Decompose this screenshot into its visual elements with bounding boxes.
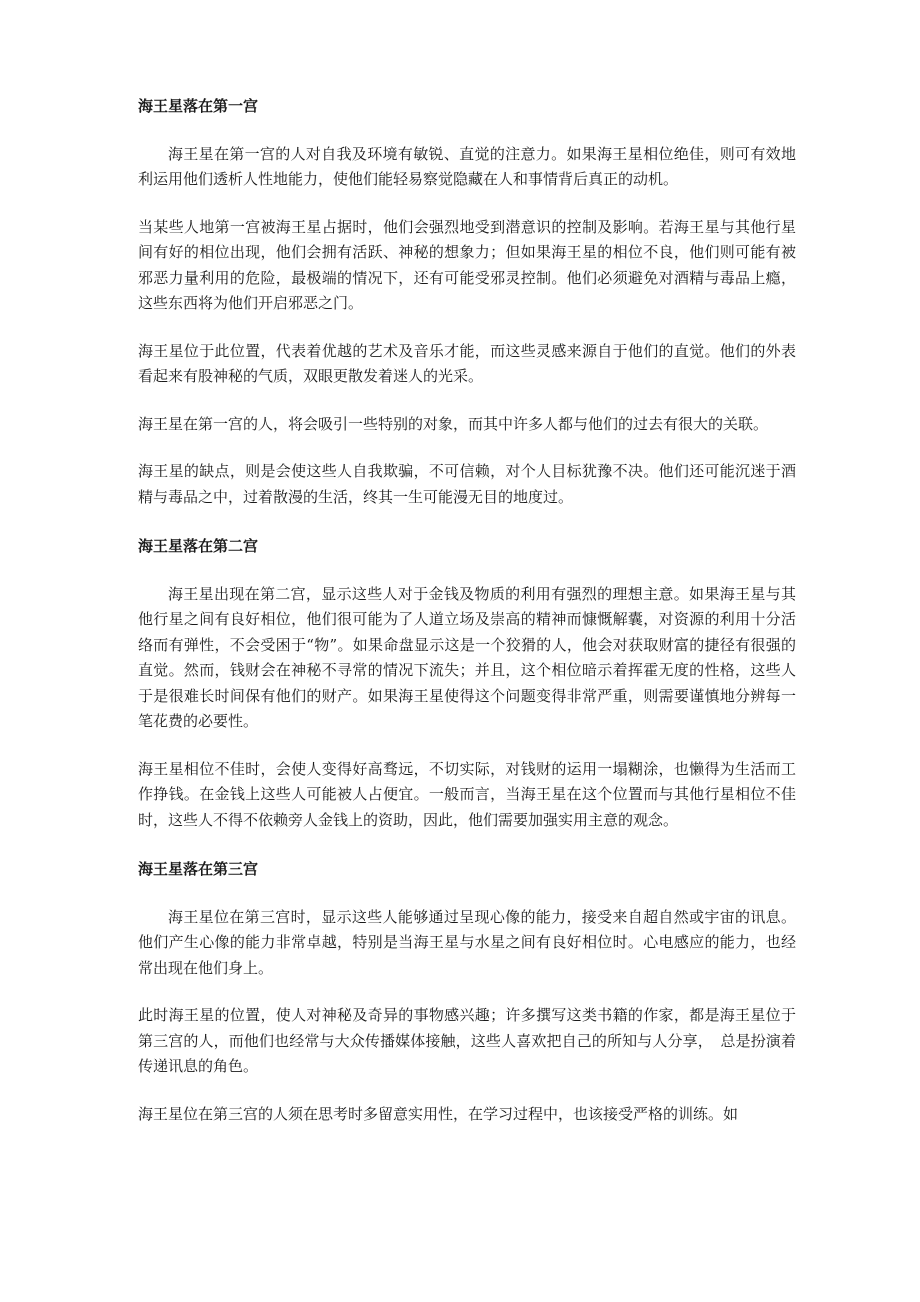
paragraph: 海王星在第一宫的人，将会吸引一些特别的对象，而其中许多人都与他们的过去有很大的关联。 — [138, 414, 769, 433]
paragraph: 海王星的缺点，则是会使这些人自我欺骗，不可信赖，对个人目标犹豫不决。他们还可能沉迷于酒精与毒品之中，过着散漫的生活，终其一生可能漫无目的地度过。 — [138, 462, 796, 506]
paragraph: 此时海王星的位置，使人对神秘及奇异的事物感兴趣；许多撰写这类书籍的作家，都是海王星位于第三宫的人，而他们也经常与大众传播媒体接触，这些人喜欢把自己的所知与人分享， 总是扮演着传递讯息的角色。 — [138, 1006, 796, 1075]
paragraph: 海王星相位不佳时，会使人变得好高骛远，不切实际，对钱财的运用一塌糊涂，也懒得为生活而工作挣钱。在金钱上这些人可能被人占便宜。一般而言，当海王星在这个位置而与其他行星相位不佳时，这些人不得不依赖旁人金钱上的资助，因此，他们需要加强实用主意的观念。 — [138, 759, 796, 829]
paragraph: 海王星出现在第二宫，显示这些人对于金钱及物质的利用有强烈的理想主意。如果海王星与其他行星之间有良好相位，他们很可能为了人道立场及崇高的精神而慷慨解囊，对资源的利用十分活络而有弹性，不会受困于“物”。如果命盘显示这是一个狡猾的人，他会对获取财富的捷径有很强的直觉。然而，钱财会在神秘不寻常的情况下流失；并且，这个相位暗示着挥霍无度的性格，这些人于是很难长时间保有他们的财产。如果海王星使得这个问题变得非常严重，则需要谨慎地分辨每一笔花费的必要性。 — [138, 584, 796, 730]
paragraph: 当某些人地第一宫被海王星占据时，他们会强烈地受到潜意识的控制及影响。若海王星与其他行星间有好的相位出现，他们会拥有活跃、神秘的想象力；但如果海王星的相位不良，他们则可能有被邪恶力量利用的危险，最极端的情况下，还有可能受邪灵控制。他们必须避免对酒精与毒品上瘾，这些东西将为他们开启邪恶之门。 — [138, 217, 796, 312]
document-page — [138, 92, 796, 1127]
paragraph: 海王星位在第三宫的人须在思考时多留意实用性，在学习过程中，也该接受严格的训练。如 — [138, 1104, 739, 1123]
section-heading-house-2: 海王星落在第二宫 — [138, 537, 259, 555]
section-heading-house-1: 海王星落在第一宫 — [138, 97, 259, 115]
paragraph: 海王星在第一宫的人对自我及环境有敏锐、直觉的注意力。如果海王星相位绝佳，则可有效地利运用他们透析人性地能力，使他们能轻易察觉隐藏在人和事情背后真正的动机。 — [138, 144, 796, 188]
paragraph: 海王星位于此位置，代表着优越的艺术及音乐才能，而这些灵感来源自于他们的直觉。他们的外表看起来有股神秘的气质，双眼更散发着迷人的光采。 — [138, 341, 796, 385]
paragraph: 海王星位在第三宫时，显示这些人能够通过呈现心像的能力，接受来自超自然或宇宙的讯息。他们产生心像的能力非常卓越，特别是当海王星与水星之间有良好相位时。心电感应的能力，也经常出现在他们身上。 — [138, 907, 796, 977]
section-heading-house-3: 海王星落在第三宫 — [138, 860, 259, 878]
